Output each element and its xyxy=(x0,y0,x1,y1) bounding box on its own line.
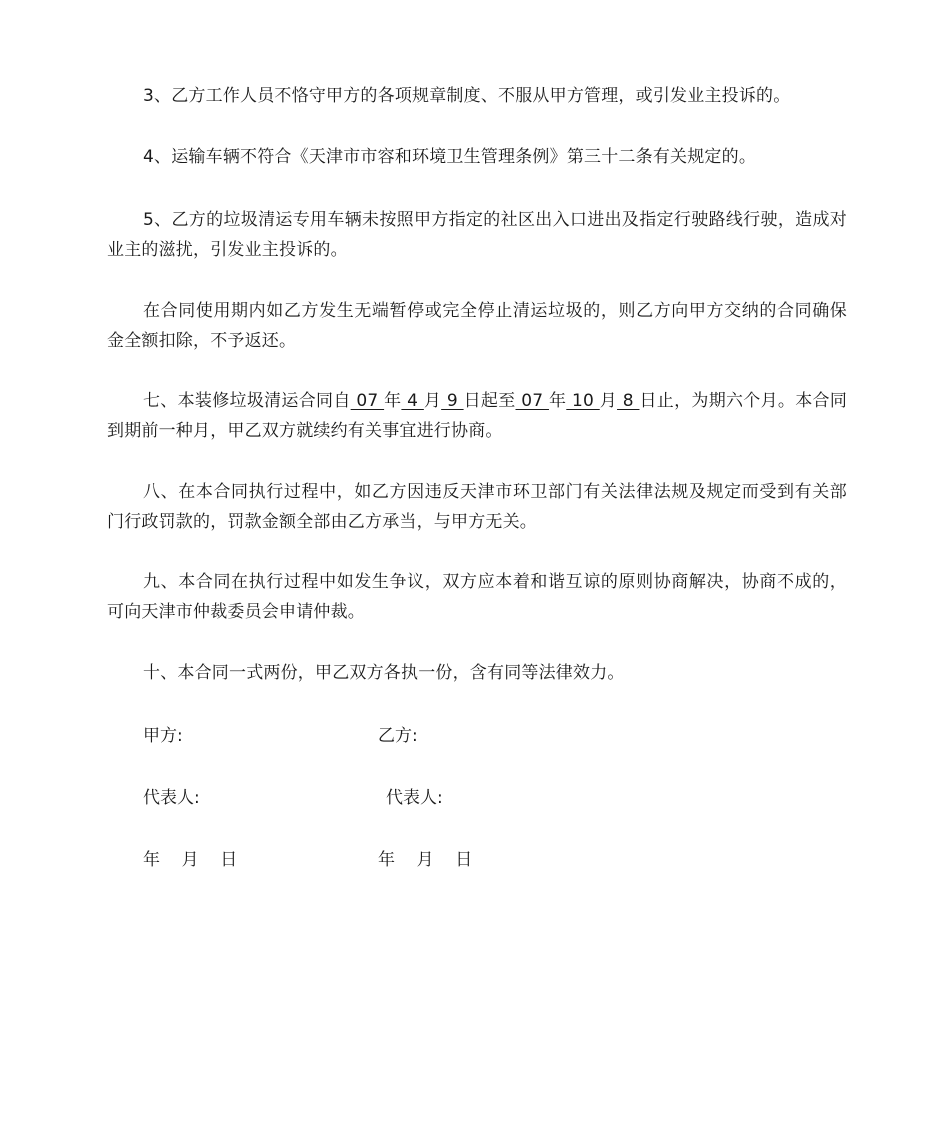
end-day: 8 xyxy=(617,391,640,411)
clause-8: 八、在本合同执行过程中，如乙方因违反天津市环卫部门有关法律法规及规定而受到有关部门行政罚款的，罚款金额全部由乙方承当，与甲方无关。 xyxy=(107,482,847,532)
clause-7-term xyxy=(107,386,847,446)
end-year: 07 xyxy=(515,391,549,411)
start-day: 9 xyxy=(441,391,464,411)
clause-5: 5、乙方的垃圾清运专用车辆未按照甲方指定的社区出入口进出及指定行驶路线行驶，造成对业主的滋扰，引发业主投诉的。 xyxy=(107,210,847,260)
clause-3: 3、乙方工作人员不恪守甲方的各项规章制度、不服从甲方管理，或引发业主投诉的。 xyxy=(143,86,791,106)
clause-9: 九、本合同在执行过程中如发生争议，双方应本着和谐互谅的原则协商解决，协商不成的，可向天津市仲裁委员会申请仲裁。 xyxy=(107,572,847,622)
term-mid: 日起至 xyxy=(463,391,516,411)
representative-b-label: 代表人: xyxy=(386,788,443,808)
clause-4: 4、运输车辆不符合《天津市市容和环境卫生管理条例》第三十二条有关规定的。 xyxy=(143,147,757,167)
year-char: 年 xyxy=(548,391,567,411)
date-a: 年 月 日 xyxy=(143,850,238,870)
start-year: 07 xyxy=(350,391,385,411)
month-char: 月 xyxy=(599,391,618,411)
term-suffix: 日止，为期六个月。本合同到期前一种月，甲乙双方就续约有关事宜进行协商。 xyxy=(107,391,848,441)
party-a-label: 甲方: xyxy=(143,726,183,746)
representative-a-label: 代表人: xyxy=(143,788,200,808)
start-month: 4 xyxy=(401,391,424,411)
clause-10: 十、本合同一式两份，甲乙双方各执一份，含有同等法律效力。 xyxy=(143,663,625,683)
deposit-clause: 在合同使用期内如乙方发生无端暂停或完全停止清运垃圾的，则乙方向甲方交纳的合同确保金全额扣除，不予返还。 xyxy=(107,301,847,351)
party-b-label: 乙方: xyxy=(378,726,418,746)
term-prefix: 七、本装修垃圾清运合同自 xyxy=(143,391,351,411)
end-month: 10 xyxy=(566,391,600,411)
month-char: 月 xyxy=(423,391,442,411)
date-b: 年 月 日 xyxy=(378,850,473,870)
year-char: 年 xyxy=(384,391,402,411)
